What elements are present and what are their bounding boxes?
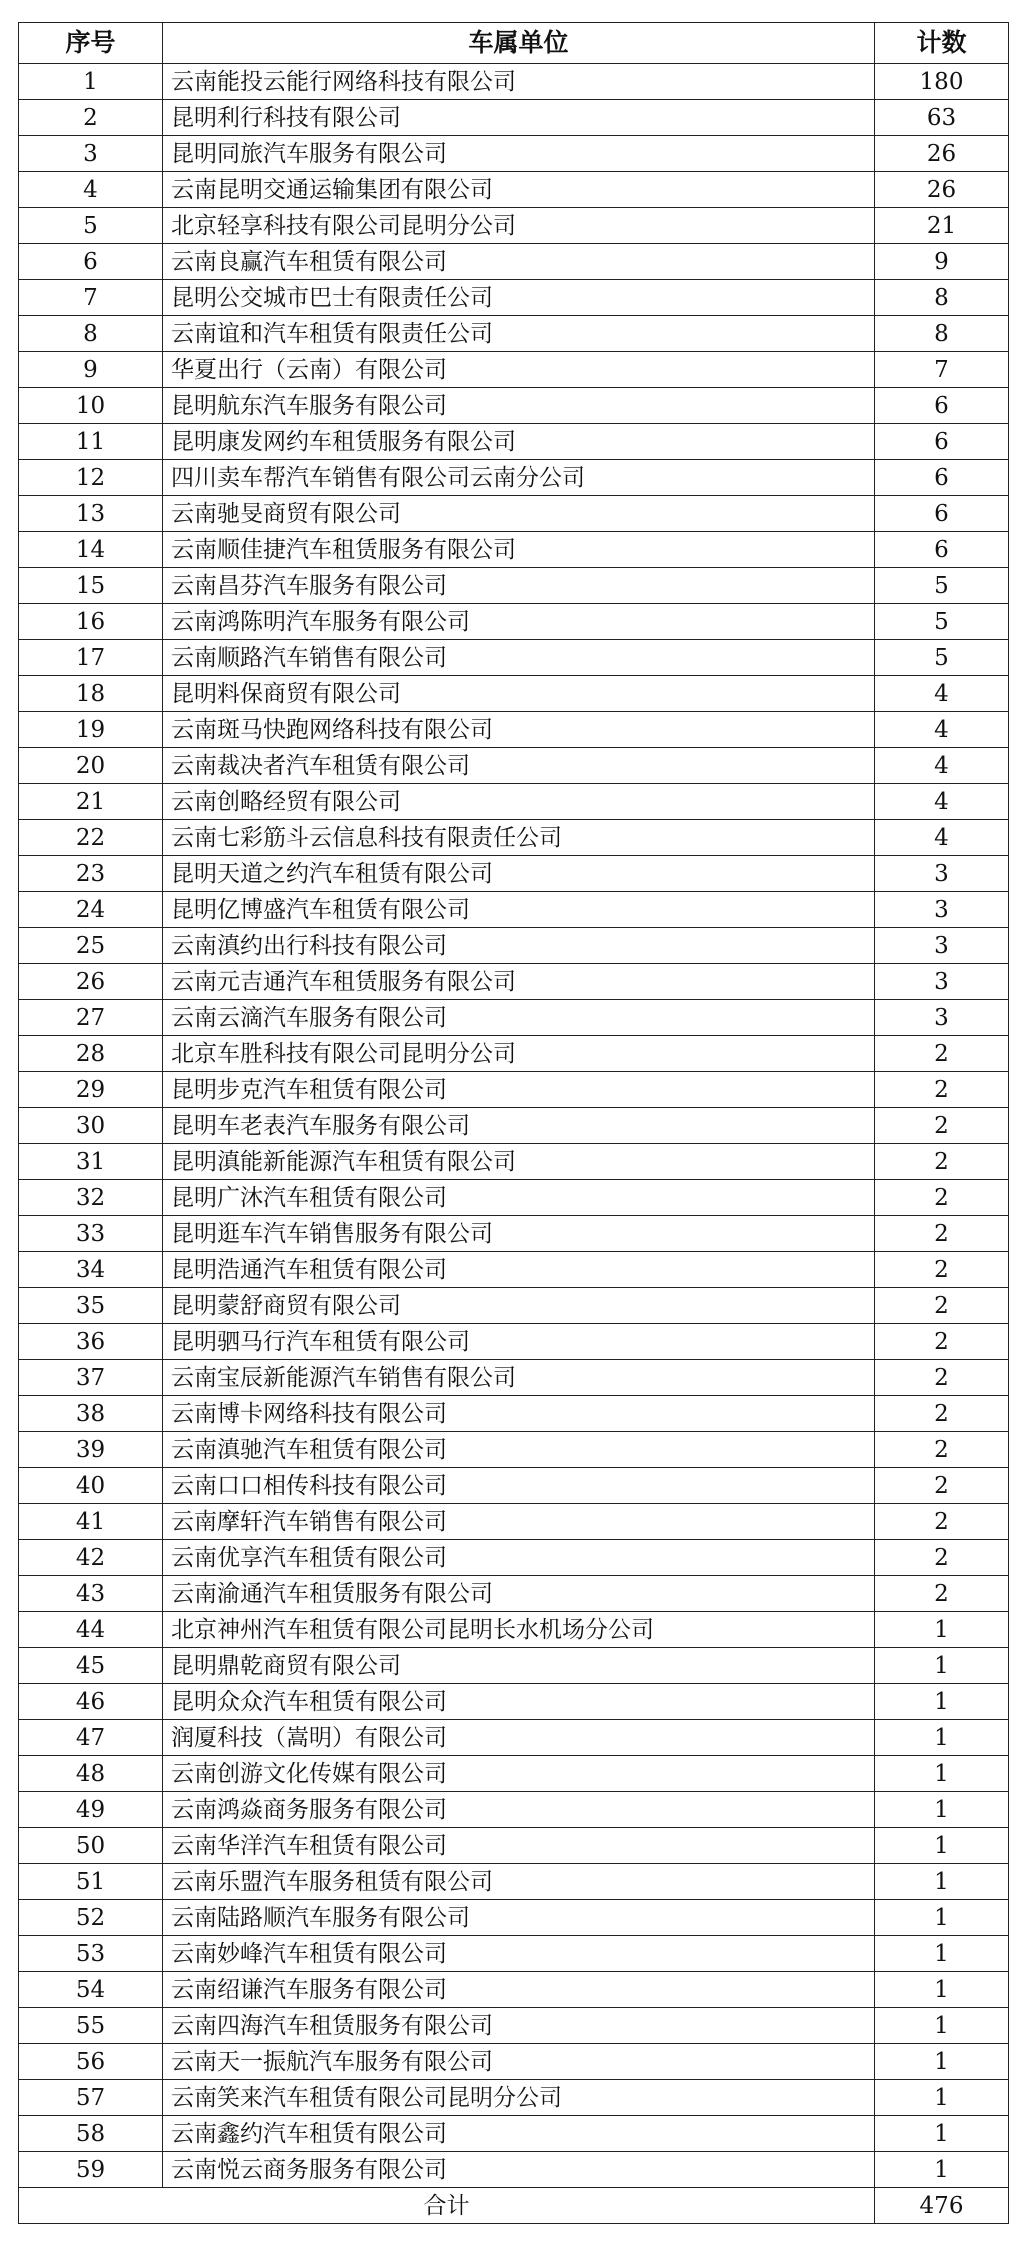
table-row [19,1540,1009,1576]
row-index: 4 [19,172,163,208]
row-index: 29 [19,1072,163,1108]
row-index: 23 [19,856,163,892]
table-row [19,100,1009,136]
row-count: 8 [875,316,1009,352]
table-row [19,1720,1009,1756]
row-count: 1 [875,2044,1009,2080]
row-unit: 云南华洋汽车租赁有限公司 [163,1828,875,1864]
row-count: 2 [875,1324,1009,1360]
row-count: 1 [875,1612,1009,1648]
row-count: 2 [875,1288,1009,1324]
row-index: 22 [19,820,163,856]
table-row [19,280,1009,316]
row-count: 2 [875,1360,1009,1396]
row-count: 2 [875,1252,1009,1288]
row-count: 5 [875,568,1009,604]
row-index: 2 [19,100,163,136]
table-row [19,1684,1009,1720]
row-index: 25 [19,928,163,964]
table-row [19,244,1009,280]
row-count: 21 [875,208,1009,244]
table-row [19,1324,1009,1360]
row-unit: 昆明天道之约汽车租赁有限公司 [163,856,875,892]
row-index: 11 [19,424,163,460]
row-count: 26 [875,136,1009,172]
table-row [19,1072,1009,1108]
row-count: 1 [875,1648,1009,1684]
row-count: 2 [875,1576,1009,1612]
row-count: 3 [875,1000,1009,1036]
row-index: 5 [19,208,163,244]
row-index: 3 [19,136,163,172]
row-unit: 云南驰旻商贸有限公司 [163,496,875,532]
row-count: 6 [875,460,1009,496]
row-count: 1 [875,2080,1009,2116]
row-count: 1 [875,2116,1009,2152]
row-unit: 云南妙峰汽车租赁有限公司 [163,1936,875,1972]
table-row [19,2116,1009,2152]
table-row [19,784,1009,820]
row-count: 2 [875,1036,1009,1072]
row-unit: 云南笑来汽车租赁有限公司昆明分公司 [163,2080,875,2116]
table-row [19,388,1009,424]
table-row [19,1108,1009,1144]
row-index: 42 [19,1540,163,1576]
row-index: 59 [19,2152,163,2188]
table-row [19,532,1009,568]
row-index: 40 [19,1468,163,1504]
row-index: 36 [19,1324,163,1360]
row-count: 6 [875,424,1009,460]
vehicle-unit-count-table [18,22,1009,2224]
row-count: 2 [875,1216,1009,1252]
row-unit: 云南昆明交通运输集团有限公司 [163,172,875,208]
row-index: 48 [19,1756,163,1792]
row-index: 15 [19,568,163,604]
row-count: 2 [875,1540,1009,1576]
row-unit: 北京轻享科技有限公司昆明分公司 [163,208,875,244]
row-unit: 四川卖车帮汽车销售有限公司云南分公司 [163,460,875,496]
row-unit: 华夏出行（云南）有限公司 [163,352,875,388]
row-index: 20 [19,748,163,784]
table-row [19,1900,1009,1936]
row-unit: 昆明鼎乾商贸有限公司 [163,1648,875,1684]
row-count: 4 [875,784,1009,820]
row-unit: 云南四海汽车租赁服务有限公司 [163,2008,875,2044]
row-count: 1 [875,2008,1009,2044]
table-row [19,316,1009,352]
row-index: 6 [19,244,163,280]
row-index: 45 [19,1648,163,1684]
row-index: 19 [19,712,163,748]
row-count: 1 [875,1936,1009,1972]
row-count: 7 [875,352,1009,388]
row-index: 8 [19,316,163,352]
row-unit: 云南斑马快跑网络科技有限公司 [163,712,875,748]
row-index: 58 [19,2116,163,2152]
table-row [19,1828,1009,1864]
row-index: 27 [19,1000,163,1036]
row-index: 37 [19,1360,163,1396]
row-index: 38 [19,1396,163,1432]
row-index: 55 [19,2008,163,2044]
table-footer [19,2188,1009,2224]
table-row [19,1360,1009,1396]
table-row [19,1792,1009,1828]
row-unit: 昆明浩通汽车租赁有限公司 [163,1252,875,1288]
row-count: 5 [875,640,1009,676]
row-index: 35 [19,1288,163,1324]
row-index: 41 [19,1504,163,1540]
table-row [19,820,1009,856]
header-index: 序号 [19,23,163,64]
row-index: 47 [19,1720,163,1756]
row-count: 1 [875,1720,1009,1756]
row-count: 4 [875,748,1009,784]
row-unit: 云南创略经贸有限公司 [163,784,875,820]
row-index: 44 [19,1612,163,1648]
row-unit: 云南顺路汽车销售有限公司 [163,640,875,676]
table-row [19,1756,1009,1792]
row-unit: 北京车胜科技有限公司昆明分公司 [163,1036,875,1072]
row-unit: 云南能投云能行网络科技有限公司 [163,64,875,100]
row-unit: 云南鸿焱商务服务有限公司 [163,1792,875,1828]
table-row [19,1180,1009,1216]
row-count: 1 [875,2152,1009,2188]
table-row [19,712,1009,748]
row-unit: 云南昌芬汽车服务有限公司 [163,568,875,604]
row-index: 30 [19,1108,163,1144]
header-row [19,23,1009,64]
row-unit: 北京神州汽车租赁有限公司昆明长水机场分公司 [163,1612,875,1648]
row-unit: 云南博卡网络科技有限公司 [163,1396,875,1432]
row-unit: 云南口口相传科技有限公司 [163,1468,875,1504]
row-unit: 昆明逛车汽车销售服务有限公司 [163,1216,875,1252]
table-row [19,1648,1009,1684]
row-index: 57 [19,2080,163,2116]
row-index: 16 [19,604,163,640]
row-unit: 昆明康发网约车租赁服务有限公司 [163,424,875,460]
row-count: 3 [875,928,1009,964]
row-index: 56 [19,2044,163,2080]
row-index: 21 [19,784,163,820]
row-count: 2 [875,1432,1009,1468]
row-count: 2 [875,1144,1009,1180]
row-unit: 云南滇约出行科技有限公司 [163,928,875,964]
row-count: 4 [875,712,1009,748]
row-unit: 昆明车老表汽车服务有限公司 [163,1108,875,1144]
row-unit: 云南悦云商务服务有限公司 [163,2152,875,2188]
row-index: 43 [19,1576,163,1612]
table-row [19,496,1009,532]
row-index: 26 [19,964,163,1000]
table-row [19,1000,1009,1036]
row-unit: 云南云滴汽车服务有限公司 [163,1000,875,1036]
row-unit: 云南绍谦汽车服务有限公司 [163,1972,875,2008]
table-row [19,856,1009,892]
row-unit: 云南鸿陈明汽车服务有限公司 [163,604,875,640]
row-unit: 云南鑫约汽车租赁有限公司 [163,2116,875,2152]
table-row [19,352,1009,388]
row-unit: 云南良赢汽车租赁有限公司 [163,244,875,280]
row-unit: 云南乐盟汽车服务租赁有限公司 [163,1864,875,1900]
row-index: 52 [19,1900,163,1936]
table-row [19,64,1009,100]
table-row [19,136,1009,172]
table-row [19,2152,1009,2188]
row-unit: 昆明步克汽车租赁有限公司 [163,1072,875,1108]
row-index: 1 [19,64,163,100]
table-row [19,460,1009,496]
table-row [19,1936,1009,1972]
table-row [19,2008,1009,2044]
table-row [19,2080,1009,2116]
row-count: 2 [875,1072,1009,1108]
row-count: 2 [875,1504,1009,1540]
row-unit: 云南优享汽车租赁有限公司 [163,1540,875,1576]
row-count: 3 [875,856,1009,892]
row-unit: 昆明众众汽车租赁有限公司 [163,1684,875,1720]
table-row [19,1036,1009,1072]
row-count: 5 [875,604,1009,640]
table-row [19,604,1009,640]
row-unit: 云南元吉通汽车租赁服务有限公司 [163,964,875,1000]
row-count: 1 [875,1864,1009,1900]
table-row [19,1972,1009,2008]
row-index: 7 [19,280,163,316]
table-row [19,892,1009,928]
row-index: 28 [19,1036,163,1072]
total-label: 合计 [19,2188,875,2224]
row-unit: 昆明滇能新能源汽车租赁有限公司 [163,1144,875,1180]
row-index: 12 [19,460,163,496]
row-index: 32 [19,1180,163,1216]
row-index: 14 [19,532,163,568]
row-count: 1 [875,1828,1009,1864]
row-unit: 昆明公交城市巴士有限责任公司 [163,280,875,316]
header-count: 计数 [875,23,1009,64]
header-unit: 车属单位 [163,23,875,64]
row-unit: 云南渝通汽车租赁服务有限公司 [163,1576,875,1612]
row-count: 2 [875,1180,1009,1216]
table-row [19,1144,1009,1180]
row-unit: 昆明蒙舒商贸有限公司 [163,1288,875,1324]
table-body [19,64,1009,2188]
row-count: 26 [875,172,1009,208]
row-unit: 云南裁决者汽车租赁有限公司 [163,748,875,784]
row-count: 1 [875,1756,1009,1792]
table-row [19,1864,1009,1900]
row-unit: 云南顺佳捷汽车租赁服务有限公司 [163,532,875,568]
table-row [19,1432,1009,1468]
table-row [19,568,1009,604]
row-unit: 云南陆路顺汽车服务有限公司 [163,1900,875,1936]
row-count: 63 [875,100,1009,136]
row-index: 39 [19,1432,163,1468]
row-count: 4 [875,820,1009,856]
row-index: 18 [19,676,163,712]
table-header [19,23,1009,64]
table-row [19,1612,1009,1648]
row-unit: 昆明同旅汽车服务有限公司 [163,136,875,172]
table-row [19,208,1009,244]
row-count: 2 [875,1468,1009,1504]
row-index: 50 [19,1828,163,1864]
table-row [19,928,1009,964]
row-index: 24 [19,892,163,928]
row-count: 3 [875,892,1009,928]
row-index: 46 [19,1684,163,1720]
row-index: 49 [19,1792,163,1828]
row-count: 8 [875,280,1009,316]
table-row [19,1288,1009,1324]
table-row [19,2044,1009,2080]
row-unit: 云南谊和汽车租赁有限责任公司 [163,316,875,352]
row-unit: 云南滇驰汽车租赁有限公司 [163,1432,875,1468]
row-index: 13 [19,496,163,532]
row-unit: 昆明料保商贸有限公司 [163,676,875,712]
table-row [19,424,1009,460]
row-count: 1 [875,1792,1009,1828]
row-unit: 昆明航东汽车服务有限公司 [163,388,875,424]
row-unit: 昆明驷马行汽车租赁有限公司 [163,1324,875,1360]
row-index: 9 [19,352,163,388]
row-index: 31 [19,1144,163,1180]
row-unit: 昆明利行科技有限公司 [163,100,875,136]
row-index: 10 [19,388,163,424]
row-count: 6 [875,532,1009,568]
row-unit: 云南七彩筋斗云信息科技有限责任公司 [163,820,875,856]
table-row [19,964,1009,1000]
table-row [19,172,1009,208]
table-row [19,640,1009,676]
row-count: 3 [875,964,1009,1000]
row-unit: 云南宝辰新能源汽车销售有限公司 [163,1360,875,1396]
row-unit: 云南创游文化传媒有限公司 [163,1756,875,1792]
row-count: 4 [875,676,1009,712]
row-count: 2 [875,1396,1009,1432]
table-row [19,1468,1009,1504]
row-count: 2 [875,1108,1009,1144]
table-row [19,676,1009,712]
total-row [19,2188,1009,2224]
table-row [19,1504,1009,1540]
row-index: 53 [19,1936,163,1972]
total-value: 476 [875,2188,1009,2224]
row-unit: 云南天一振航汽车服务有限公司 [163,2044,875,2080]
row-unit: 昆明广沐汽车租赁有限公司 [163,1180,875,1216]
row-count: 1 [875,1972,1009,2008]
row-index: 17 [19,640,163,676]
table-row [19,748,1009,784]
row-index: 34 [19,1252,163,1288]
table-row [19,1576,1009,1612]
row-index: 54 [19,1972,163,2008]
row-unit: 润厦科技（嵩明）有限公司 [163,1720,875,1756]
row-unit: 云南摩轩汽车销售有限公司 [163,1504,875,1540]
row-index: 51 [19,1864,163,1900]
table-row [19,1216,1009,1252]
table-row [19,1252,1009,1288]
row-count: 1 [875,1900,1009,1936]
row-count: 6 [875,388,1009,424]
row-index: 33 [19,1216,163,1252]
vehicle-unit-count-table-sheet [18,22,1008,2224]
row-count: 6 [875,496,1009,532]
table-row [19,1396,1009,1432]
row-count: 9 [875,244,1009,280]
row-unit: 昆明亿博盛汽车租赁有限公司 [163,892,875,928]
row-count: 1 [875,1684,1009,1720]
row-count: 180 [875,64,1009,100]
